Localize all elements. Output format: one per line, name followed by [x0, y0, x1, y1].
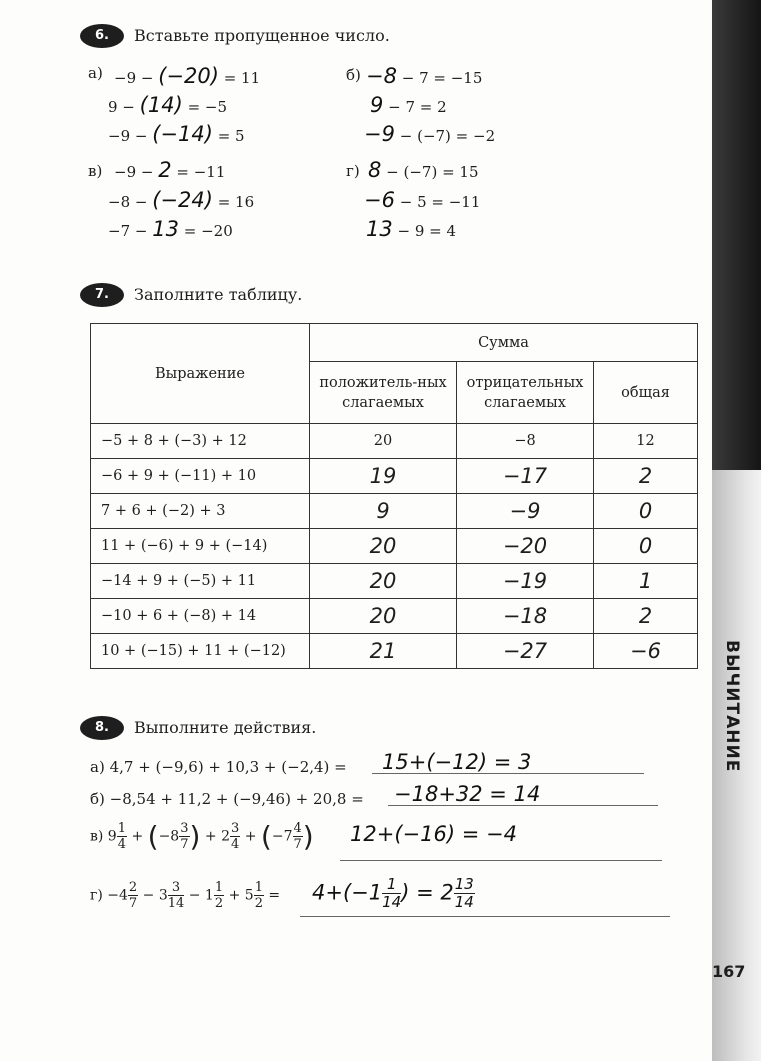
expr-part: = −11: [176, 163, 226, 181]
row-total: 2: [594, 459, 698, 494]
row-negative: −20: [457, 529, 594, 564]
fraction: [179, 821, 189, 852]
task-6-title: Вставьте пропущенное число.: [134, 26, 390, 45]
row-total: 12: [594, 424, 698, 459]
expr-part: 9 −: [108, 98, 135, 116]
header-negative: отрицательных слагаемых: [457, 362, 594, 424]
task-6-a-label: а): [88, 64, 103, 82]
fraction: [293, 821, 303, 852]
expr-part: − 9 = 4: [397, 222, 457, 240]
expr-part: − 7 = 2: [388, 98, 447, 116]
whole-part: 5: [244, 887, 254, 904]
answer-part: 4+(−1: [312, 880, 383, 905]
task-6-a-line-1: [114, 64, 260, 88]
whole-part: 3: [158, 887, 168, 904]
row-positive: 20: [310, 564, 457, 599]
numerator: 1: [254, 880, 263, 895]
numerator: 3: [231, 821, 240, 836]
task-6-a-line-2: [108, 93, 227, 117]
handwritten-answer: −8: [366, 64, 397, 88]
task-6-a-line-3: [108, 122, 245, 146]
task-7-title: Заполните таблицу.: [134, 285, 303, 304]
item-label: г): [90, 887, 103, 904]
denominator: 14: [454, 893, 474, 911]
expr-part: = −5: [187, 98, 228, 116]
numerator: 3: [168, 880, 185, 896]
row-positive: 20: [310, 529, 457, 564]
row-total: 1: [594, 564, 698, 599]
fraction: [382, 876, 401, 911]
handwritten-answer: 13: [366, 217, 393, 241]
expr-part: −7 −: [108, 222, 148, 240]
task-6-b-line-3: [364, 122, 495, 146]
answer-line: [300, 916, 670, 917]
task-6-v-line-1: [114, 158, 225, 182]
denominator: 7: [180, 837, 189, 852]
task-6-b-label: б): [346, 66, 361, 84]
item-label: в): [90, 828, 104, 845]
row-expression: 10 + (−15) + 11 + (−12): [91, 634, 310, 669]
whole-part: −4: [107, 887, 128, 904]
chapter-side-label: ВЫЧИТАНИЕ: [722, 640, 742, 773]
row-negative: −9: [457, 494, 594, 529]
numerator: 1: [382, 876, 401, 894]
task-6-g-line-3: [366, 217, 456, 241]
denominator: 7: [128, 896, 138, 911]
denominator: 4: [117, 837, 126, 852]
expr-part: = 11: [223, 69, 261, 87]
row-total: 2: [594, 599, 698, 634]
item-label: б): [90, 790, 105, 808]
row-negative: −17: [457, 459, 594, 494]
sum-table: [90, 323, 698, 669]
task-6-v-label: в): [88, 162, 103, 180]
handwritten-answer: −9: [364, 122, 395, 146]
denominator: 14: [167, 896, 185, 911]
answer-line: [372, 773, 644, 774]
task-6-b-line-2: [370, 93, 447, 117]
page-number: 167: [712, 962, 746, 981]
expr-part: = −20: [183, 222, 233, 240]
expr-part: −8 −: [108, 193, 148, 211]
row-negative: −18: [457, 599, 594, 634]
row-expression: −5 + 8 + (−3) + 12: [91, 424, 310, 459]
header-positive: положитель-ных слагаемых: [310, 362, 457, 424]
expression: 4,7 + (−9,6) + 10,3 + (−2,4) =: [109, 758, 347, 776]
table-row: [91, 634, 698, 669]
expr-part: − (−7) = 15: [386, 163, 479, 181]
answer-line: [388, 805, 658, 806]
expression: −8,54 + 11,2 + (−9,46) + 20,8 =: [109, 790, 364, 808]
handwritten-answer: 2: [158, 158, 172, 182]
table-row: [91, 564, 698, 599]
denominator: 14: [382, 893, 402, 911]
row-expression: −14 + 9 + (−5) + 11: [91, 564, 310, 599]
numerator: 1: [214, 880, 224, 895]
fraction: [117, 821, 127, 852]
denominator: 4: [231, 837, 240, 852]
expr-part: −9 −: [108, 127, 148, 145]
row-negative: −19: [457, 564, 594, 599]
expr-part: −9 −: [114, 69, 154, 87]
numerator: 1: [117, 821, 126, 836]
header-expression: Выражение: [91, 324, 310, 424]
row-expression: 7 + 6 + (−2) + 3: [91, 494, 310, 529]
numerator: 2: [128, 880, 138, 895]
task-8-a: [90, 758, 347, 776]
task-6-b-line-1: [366, 64, 482, 88]
row-positive: 20: [310, 599, 457, 634]
task-8-a-answer: 15+(−12) = 3: [382, 750, 532, 774]
page-edge-dark: [712, 0, 761, 470]
whole-part: 2: [221, 828, 230, 845]
expr-part: − (−7) = −2: [399, 127, 496, 145]
handwritten-answer: −6: [364, 188, 395, 212]
answer-part: ) = 2: [401, 880, 454, 905]
numerator: 13: [454, 875, 474, 893]
whole-part: −8: [158, 828, 180, 845]
handwritten-answer: (14): [139, 93, 183, 117]
table-row: [91, 459, 698, 494]
row-expression: −6 + 9 + (−11) + 10: [91, 459, 310, 494]
task-8-g: г) −4 $\frac{2}{7}$ − 3 $\frac{3}{14}$ − 1 $\frac{1}{2}$ + 5 $\frac{1}{2}$ =: [90, 880, 281, 911]
handwritten-answer: 8: [368, 158, 382, 182]
row-expression: −10 + 6 + (−8) + 14: [91, 599, 310, 634]
expr-part: − 5 = −11: [399, 193, 481, 211]
row-positive: 9: [310, 494, 457, 529]
fraction: [230, 821, 240, 852]
expr-part: −9 −: [114, 163, 154, 181]
fraction: [128, 880, 138, 911]
denominator: 2: [254, 896, 263, 911]
handwritten-answer: (−20): [158, 64, 219, 88]
row-negative: −8: [457, 424, 594, 459]
task-8-v: в) 9 $\frac{1}{4}$ + (−8 $\frac{3}{7}$ ) + 2 $\frac{3}{4}$ + (−7 $\frac{4}{7}$ ): [90, 820, 314, 853]
numerator: 3: [180, 821, 189, 836]
whole-part: 9: [107, 828, 117, 845]
task-8-b: [90, 790, 364, 808]
task-6-v-line-2: [108, 188, 254, 212]
task-6-g-line-1: [368, 158, 479, 182]
task-6-v-line-3: [108, 217, 233, 241]
header-total: общая: [594, 362, 698, 424]
row-expression: 11 + (−6) + 9 + (−14): [91, 529, 310, 564]
whole-part: 1: [204, 887, 214, 904]
fraction: [168, 880, 185, 911]
handwritten-answer: (−14): [152, 122, 213, 146]
item-label: а): [90, 758, 105, 776]
task-8-v-answer: 12+(−16) = −4: [350, 822, 517, 846]
whole-part: −7: [271, 828, 293, 845]
table-row: [91, 599, 698, 634]
handwritten-answer: 9: [370, 93, 384, 117]
expr-part: = 16: [217, 193, 255, 211]
table-row: [91, 424, 698, 459]
fraction: [214, 880, 224, 911]
task-8-number: 8.: [80, 716, 124, 740]
handwritten-answer: 13: [152, 217, 179, 241]
task-6-number: 6.: [80, 24, 124, 48]
denominator: 7: [293, 837, 302, 852]
table-row: [91, 529, 698, 564]
task-7-number: 7.: [80, 283, 124, 307]
expr-part: − 7 = −15: [401, 69, 483, 87]
fraction: [254, 880, 264, 911]
handwritten-answer: (−24): [152, 188, 213, 212]
task-6-g-line-2: [364, 188, 480, 212]
fraction: [454, 876, 475, 911]
task-8-g-answer: [312, 876, 475, 911]
row-positive: 21: [310, 634, 457, 669]
task-6-g-label: г): [346, 162, 360, 180]
header-sum: Сумма: [310, 324, 698, 362]
answer-line: [340, 860, 662, 861]
task-8-title: Выполните действия.: [134, 718, 317, 737]
row-total: 0: [594, 529, 698, 564]
task-8-b-answer: −18+32 = 14: [394, 782, 541, 806]
row-total: 0: [594, 494, 698, 529]
row-positive: 20: [310, 424, 457, 459]
expr-part: = 5: [217, 127, 245, 145]
row-negative: −27: [457, 634, 594, 669]
table-row: [91, 494, 698, 529]
row-positive: 19: [310, 459, 457, 494]
denominator: 2: [214, 896, 224, 911]
numerator: 4: [293, 821, 302, 836]
row-total: −6: [594, 634, 698, 669]
